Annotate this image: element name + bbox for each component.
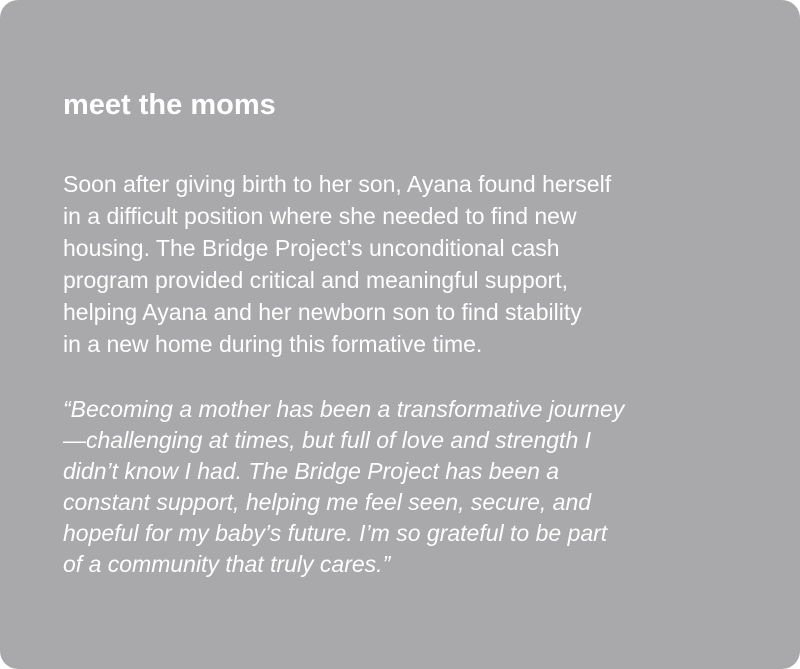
testimonial-quote: “Becoming a mother has been a transformative journey —challenging at times, but full of love and strength I didn’t know I had. The Bridge Project has been a constant support, helping me feel seen, secure, and hopeful for my baby’s future. I’m so grateful to be part of a community that truly cares.” xyxy=(63,396,625,577)
card-title: meet the moms xyxy=(63,89,276,121)
story-paragraph: Soon after giving birth to her son, Ayana found herself in a difficult position where she needed to find new housing. The Bridge Project’s unconditional cash program provided critical and meaningful support, helping Ayana and her newborn son to find stability in a new home during this formative time. xyxy=(63,171,612,357)
